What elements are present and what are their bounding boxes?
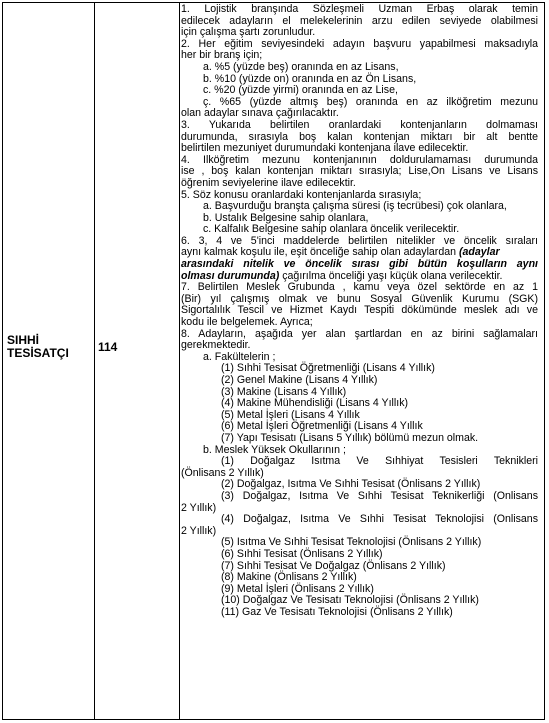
- branch-name: [7, 334, 69, 360]
- text-line: her bir branş için;: [181, 49, 263, 62]
- list-item: (11) Gaz Ve Tesisatı Teknolojisi (Önlisans 2 Yıllık): [221, 605, 453, 618]
- text-segment: aynı kalmak koşulu ile, eşit önceliğe sahip olan adaylardan: [181, 246, 459, 259]
- emphasis-text: (adaylar: [458, 246, 500, 259]
- list-item: (1) Sıhhi Tesisat Öğretmenliği (Lisans 4 Yıllık): [221, 362, 435, 375]
- text-line: (Bir) yıl çalışmış olmak ve bunu Sosyal Güvenlik Kurumu (SGK): [181, 293, 538, 305]
- text-line: [181, 271, 538, 283]
- text-line: b. Meslek Yüksek Okullarının ;: [203, 443, 346, 456]
- list-item: (5) Isıtma Ve Sıhhi Tesisat Teknolojisi (Önlisans 2 Yıllık): [221, 536, 482, 549]
- list-item: (2) Doğalgaz, Isıtma Ve Sıhhi Tesisat (Önlisans 2 Yıllık): [221, 478, 481, 491]
- list-item: (6) Sıhhi Tesisat (Önlisans 2 Yıllık): [221, 547, 383, 560]
- list-item: (Önlisans 2 Yıllık): [181, 466, 264, 479]
- text-line: 2. Her eğitim seviyesindeki adayın başvuru yapabilmesi maksadıyla: [181, 38, 538, 50]
- branch-code: 114: [98, 340, 118, 354]
- text-line: ç. %65 (yüzde altmış beş) oranında en az ilköğretim mezunu: [203, 96, 538, 108]
- branch-name-line: SIHHİ: [7, 333, 40, 347]
- text-line: 4. İlköğretim mezunu kontenjanının doldurulamaması durumunda: [181, 154, 538, 166]
- text-line: c. %20 (yüzde yirmi) oranında en az Lise,: [203, 84, 398, 97]
- text-line: öğrenim seviyelerine ilave edilecektir.: [181, 176, 356, 189]
- list-item: (1) Doğalgaz Isıtma Ve Sıhhiyat Tesisleri Teknikleri: [221, 456, 538, 468]
- list-item: (9) Metal İşleri (Önlisans 2 Yıllık): [221, 582, 374, 595]
- text-line: c. Kalfalık Belgesine sahip olanlara öncelik verilecektir.: [203, 223, 460, 236]
- text-line: [181, 247, 538, 259]
- list-item: (10) Doğalgaz Ve Tesisatı Teknolojisi (Önlisans 2 Yıllık): [221, 594, 479, 607]
- text-line: b. %10 (yüzde on) oranında en az Ön Lisans,: [203, 72, 417, 85]
- text-line: a. Fakültelerin ;: [203, 350, 276, 363]
- branch-name-line: TESİSATÇI: [7, 346, 69, 360]
- list-item: (8) Makine (Önlisans 2 Yıllık): [221, 571, 357, 584]
- text-line: b. Ustalık Belgesine sahip olanlara,: [203, 211, 369, 224]
- list-item: (3) Makine (Lisans 4 Yıllık): [221, 385, 347, 398]
- text-line: 6. 3, 4 ve 5'inci maddelerde belirtilen nitelikler ve öncelik sıraları: [181, 235, 538, 247]
- list-item: (2) Genel Makine (Lisans 4 Yıllık): [221, 374, 378, 386]
- text-line: 8. Adayların, aşağıda yer alan şartlardan en az birini sağlamaları: [181, 328, 538, 340]
- text-line: durumunda, sırasıyla boş kalan kontenjan miktarı bir alt bentte: [181, 131, 538, 143]
- text-line: a. Başvurduğu branşta çalışma süresi (iş tecrübesi) çok olanlara,: [203, 200, 507, 213]
- text-line: 7. Belirtilen Meslek Grubunda , kamu veya özel sektörde en az 1: [181, 282, 538, 294]
- list-item: (3) Doğalgaz, Isıtma Ve Sıhhi Tesisat Teknikerliği (Önlisans: [221, 490, 538, 502]
- text-line: belirtilen mezuniyet durumundaki kontenjana ilave edilecektir.: [181, 142, 469, 155]
- list-item: 2 Yıllık): [181, 524, 217, 537]
- text-line: ise , boş kalan kontenjan miktarı sırasıyla; Lise,Ön Lisans ve Lisans: [181, 166, 538, 178]
- text-segment: çağırılma önceliği yaşı küçük olana verilecektir.: [279, 269, 503, 282]
- list-item: (4) Doğalgaz, Isıtma Ve Sıhhi Tesisat Teknolojisi (Önlisans: [221, 514, 538, 526]
- text-line: 5. Söz konusu oranlardaki kontenjanlarda sırasıyla;: [181, 188, 422, 201]
- text-line: gerekmektedir.: [181, 339, 251, 352]
- text-line: için çalışma şartı zorunludur.: [181, 26, 316, 39]
- list-item: (6) Metal İşleri Öğretmenliği (Lisans 4 Yıllık: [221, 420, 423, 433]
- column-divider: [94, 3, 95, 719]
- column-divider: [179, 3, 180, 719]
- list-item: (4) Makine Mühendisliği (Lisans 4 Yıllık): [221, 397, 409, 410]
- text-line: olan adaylar sınava çağırılacaktır.: [181, 107, 339, 120]
- emphasis-text: olması durumunda): [181, 269, 280, 282]
- text-line: a. %5 (yüzde beş) oranında en az Lisans,: [203, 60, 399, 73]
- list-item: (7) Sıhhi Tesisat Ve Doğalgaz (Önlisans 2 Yıllık): [221, 559, 446, 572]
- list-item: 2 Yıllık): [181, 501, 217, 514]
- emphasis-text: arasındaki nitelik ve öncelik sırası gibi bütün koşulların aynı: [181, 259, 538, 271]
- text-line: kodu ile belgelemek. Ayrıca;: [181, 316, 313, 329]
- text-line: Sigortalılık Tescil ve Hizmet Kaydı Tespiti dökümünde meslek adı ve: [181, 305, 538, 317]
- list-item: (5) Metal İşleri (Lisans 4 Yıllık: [221, 408, 360, 421]
- text-line: 3. Yukarıda belirtilen oranlardaki kontenjanların dolmaması: [181, 119, 538, 131]
- requirements-text: [181, 4, 538, 618]
- text-line: edilecek adayların el melekelerinin arzu edilen seviyede olabilmesi: [181, 15, 538, 27]
- list-item: (7) Yapı Tesisatı (Lisans 5 Yıllık) bölümü mezun olmak.: [221, 431, 479, 444]
- text-line: 1. Lojistik branşında Sözleşmeli Uzman Erbaş olarak temin: [181, 4, 538, 15]
